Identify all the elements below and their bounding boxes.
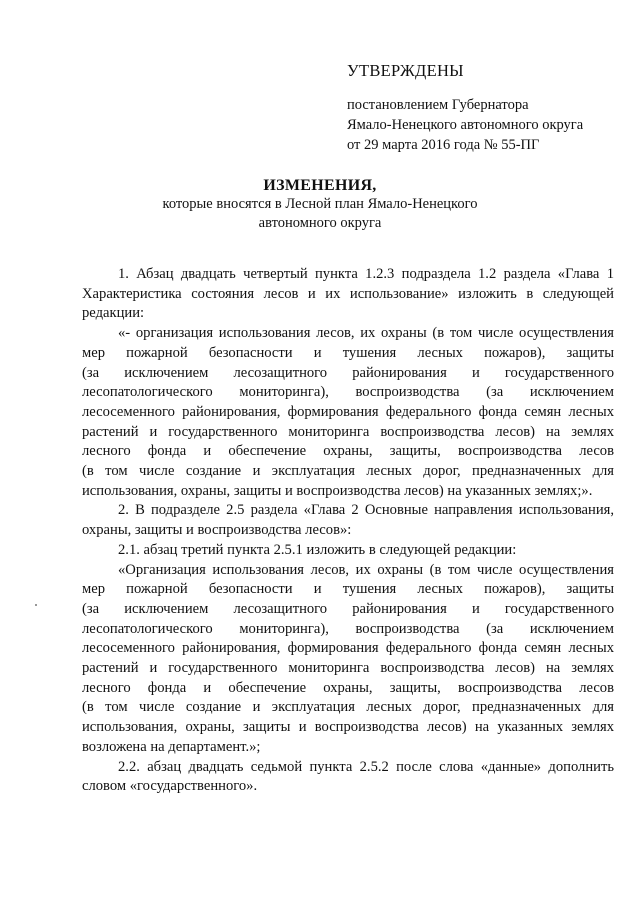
margin-dot: [35, 604, 37, 606]
subtitle-line: автономного округа: [258, 215, 382, 231]
body-line: 2. В подразделе 2.5 раздела «Глава 2 Основные направления использования,: [118, 502, 614, 519]
body-line: лесосеменного районирования, формирования федерального фонда семян лесных: [82, 403, 614, 420]
body-line: (за исключением лесозащитного районирования и государственного: [82, 600, 614, 617]
subtitle-line: которые вносятся в Лесной план Ямало-Ненецкого: [162, 196, 478, 212]
approval-block: [347, 60, 627, 155]
body-line: «Организация использования лесов, их охраны (в том числе осуществления: [118, 561, 614, 578]
body-line: (в том числе создание и эксплуатация лесных дорог, предназначенных для: [82, 463, 614, 480]
body-line: «- организация использования лесов, их охраны (в том числе осуществления: [118, 325, 614, 342]
body-line: лесопатологического мониторинга), воспроизводства (за исключением: [82, 620, 614, 637]
body-line: лесного фонда и обеспечение охраны, защиты, воспроизводства лесов: [82, 443, 614, 460]
body-line: использования, охраны, защиты и воспроизводства лесов) на указанных землях;».: [82, 482, 593, 499]
body-line: лесосеменного районирования, формирования федерального фонда семян лесных: [82, 640, 614, 657]
document-subtitle: [80, 195, 560, 233]
body-line: (в том числе создание и эксплуатация лесных дорог, предназначенных для: [82, 699, 614, 716]
body-line: 2.2. абзац двадцать седьмой пункта 2.5.2 после слова «данные» дополнить: [118, 758, 614, 775]
approval-line: постановлением Губернатора: [347, 97, 529, 113]
document-title: ИЗМЕНЕНИЯ,: [263, 177, 377, 194]
body-line: растений и государственного мониторинга воспроизводства лесов) на землях: [82, 660, 614, 677]
body-line: 1. Абзац двадцать четвертый пункта 1.2.3 подраздела 1.2 раздела «Глава 1: [118, 266, 614, 282]
body-line: использования, охраны, защиты и воспроизводства лесов) на указанных землях: [82, 719, 614, 736]
body-line: мер пожарной безопасности и тушения лесных пожаров), защиты: [82, 344, 614, 361]
approval-line: от 29 марта 2016 года № 55-ПГ: [347, 137, 540, 153]
approval-line: Ямало-Ненецкого автономного округа: [347, 117, 584, 133]
body-line: Характеристика состояния лесов и их использование» изложить в следующей: [82, 285, 614, 302]
body-line: лесопатологического мониторинга), воспроизводства (за исключением: [82, 384, 614, 401]
body-line: возложена на департамент.»;: [82, 738, 261, 755]
body-line: редакции:: [82, 305, 145, 322]
approval-heading: УТВЕРЖДЕНЫ: [347, 61, 464, 80]
document-body: [82, 265, 614, 797]
body-line: растений и государственного мониторинга воспроизводства лесов) на землях: [82, 423, 614, 440]
body-line: мер пожарной безопасности и тушения лесных пожаров), защиты: [82, 581, 614, 598]
body-line: (за исключением лесозащитного районирования и государственного: [82, 364, 614, 381]
body-line: лесного фонда и обеспечение охраны, защиты, воспроизводства лесов: [82, 679, 614, 696]
body-line: охраны, защиты и воспроизводства лесов»:: [82, 522, 352, 539]
body-line: 2.1. абзац третий пункта 2.5.1 изложить в следующей редакции:: [118, 541, 517, 558]
body-line: словом «государственного».: [82, 778, 258, 795]
